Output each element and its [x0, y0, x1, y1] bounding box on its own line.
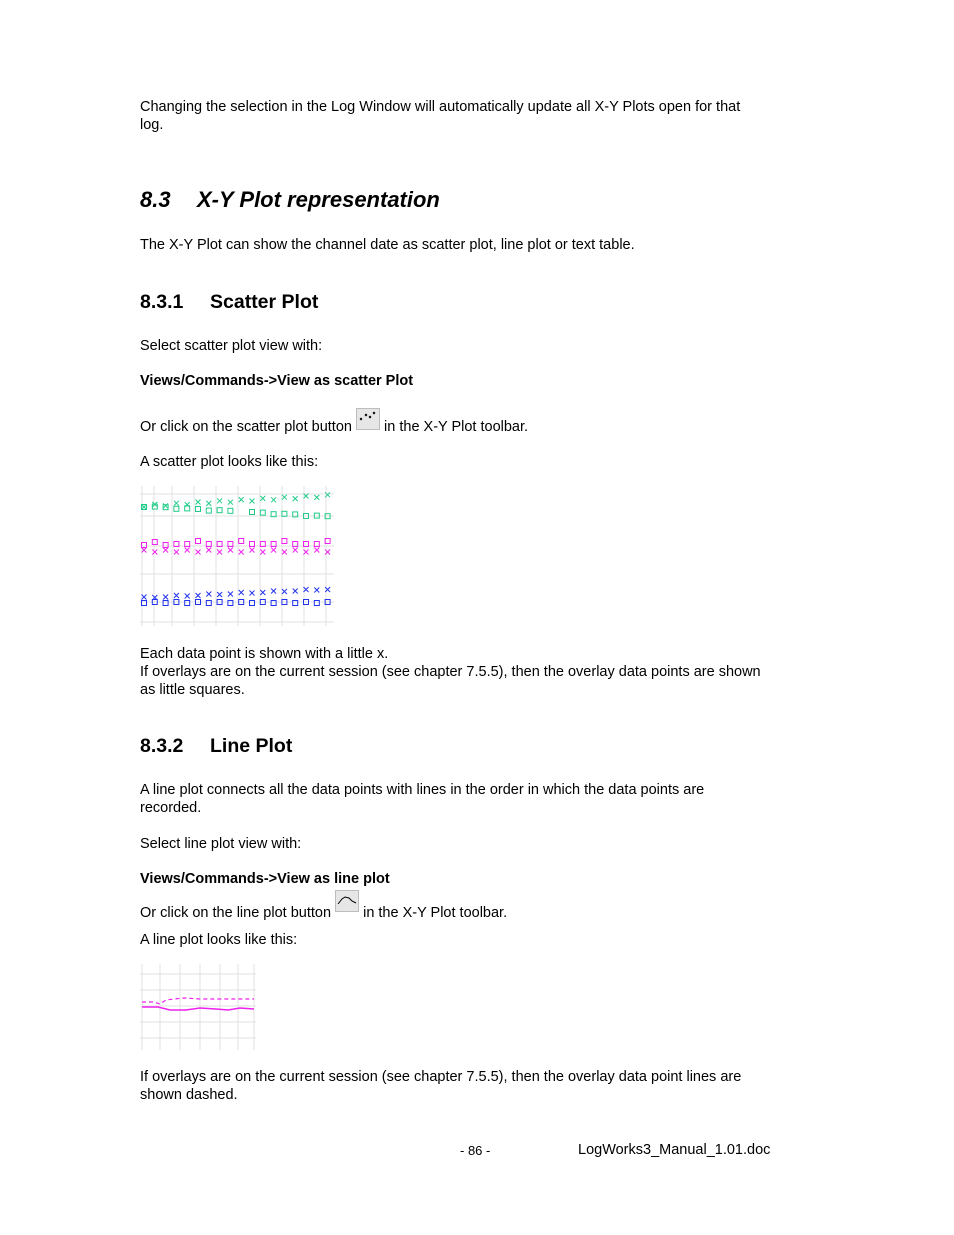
intro-line-1: Changing the selection in the Log Window will automatically update all X-Y Plots open for that — [140, 99, 741, 115]
x-marker — [152, 550, 157, 555]
line-title: Line Plot — [210, 735, 293, 757]
square-marker — [250, 601, 255, 606]
section-title: X-Y Plot representation — [197, 187, 440, 212]
page-number: - 86 - — [460, 1143, 491, 1158]
x-marker — [174, 501, 179, 506]
x-marker — [217, 592, 222, 597]
square-marker — [196, 507, 201, 512]
scatter-title: Scatter Plot — [210, 291, 319, 313]
square-marker — [196, 539, 201, 544]
line-desc-2: recorded. — [140, 800, 202, 816]
x-marker — [185, 594, 190, 599]
x-marker — [163, 595, 168, 600]
line-plot-button[interactable] — [335, 890, 359, 912]
scatter-heading — [140, 291, 318, 314]
scatter-desc-2: If overlays are on the current session (see chapter 7.5.5), then the overlay data points are shown — [140, 664, 761, 680]
scatter-click-before: Or click on the scatter plot button — [140, 419, 352, 435]
overlay-dashed-line — [142, 998, 254, 1004]
square-marker — [185, 601, 190, 606]
scatter-desc-3: as little squares. — [140, 682, 245, 698]
x-marker — [196, 500, 201, 505]
line-plot-icon — [336, 891, 358, 911]
x-marker — [196, 593, 201, 598]
x-marker — [271, 548, 276, 553]
scatter-looks-text: A scatter plot looks like this: — [140, 454, 319, 470]
x-marker — [250, 591, 255, 596]
square-marker — [152, 540, 157, 545]
scatter-command: Views/Commands->View as scatter Plot — [140, 373, 414, 389]
scatter-description — [140, 645, 820, 699]
line-overlay-1: If overlays are on the current session (see chapter 7.5.5), then the overlay data point lines are — [140, 1069, 742, 1085]
line-heading — [140, 735, 292, 758]
section-heading — [140, 187, 440, 213]
document-filename: LogWorks3_Manual_1.01.doc — [578, 1142, 771, 1158]
x-marker — [206, 548, 211, 553]
square-marker — [163, 601, 168, 606]
scatter-desc-1: Each data point is shown with a little x. — [140, 646, 389, 662]
line-click-before: Or click on the line plot button — [140, 905, 332, 921]
section-number: 8.3 — [140, 187, 171, 212]
square-marker — [282, 539, 287, 544]
scatter-plot-example — [140, 486, 334, 626]
x-marker — [228, 548, 233, 553]
x-marker — [314, 588, 319, 593]
square-marker — [260, 510, 265, 515]
square-marker — [239, 539, 244, 544]
line-number: 8.3.2 — [140, 735, 184, 757]
x-marker — [293, 589, 298, 594]
x-marker — [239, 497, 244, 502]
scatter-click-line — [140, 408, 820, 440]
square-marker — [228, 508, 233, 513]
scatter-select-text: Select scatter plot view with: — [140, 338, 323, 354]
x-marker — [206, 501, 211, 506]
square-marker — [293, 601, 298, 606]
scatter-plot-icon — [357, 409, 379, 429]
x-marker — [163, 503, 168, 508]
x-marker — [250, 499, 255, 504]
line-command: Views/Commands->View as line plot — [140, 871, 390, 887]
square-marker — [314, 601, 319, 606]
x-marker — [239, 550, 244, 555]
line-click-line — [140, 890, 820, 926]
x-marker — [260, 496, 265, 501]
data-solid-line — [142, 1007, 254, 1010]
x-marker — [163, 548, 168, 553]
x-marker — [228, 500, 233, 505]
square-marker — [250, 510, 255, 515]
x-marker — [314, 495, 319, 500]
square-marker — [163, 543, 168, 548]
square-marker — [206, 508, 211, 513]
x-marker — [174, 550, 179, 555]
x-marker — [314, 548, 319, 553]
x-marker — [206, 592, 211, 597]
x-marker — [174, 593, 179, 598]
x-marker — [282, 589, 287, 594]
scatter-number: 8.3.1 — [140, 291, 184, 313]
line-description — [140, 781, 820, 817]
square-marker — [174, 506, 179, 511]
x-marker — [293, 496, 298, 501]
square-marker — [228, 601, 233, 606]
line-overlay-note — [140, 1068, 820, 1104]
square-marker — [206, 601, 211, 606]
line-select-text: Select line plot view with: — [140, 836, 302, 852]
section-body: The X-Y Plot can show the channel date as scatter plot, line plot or text table. — [140, 237, 635, 253]
x-marker — [282, 495, 287, 500]
square-marker — [217, 508, 222, 513]
x-marker — [217, 498, 222, 503]
x-marker — [217, 550, 222, 555]
x-marker — [196, 550, 201, 555]
line-click-after: in the X-Y Plot toolbar. — [363, 905, 508, 921]
x-marker — [250, 548, 255, 553]
line-looks-text: A line plot looks like this: — [140, 932, 298, 948]
square-marker — [271, 601, 276, 606]
scatter-click-after: in the X-Y Plot toolbar. — [384, 419, 529, 435]
x-marker — [271, 497, 276, 502]
intro-paragraph — [140, 98, 820, 134]
intro-line-2: log. — [140, 117, 164, 133]
x-marker — [271, 589, 276, 594]
x-marker — [228, 592, 233, 597]
x-marker — [260, 590, 265, 595]
x-marker — [239, 590, 244, 595]
line-plot-example — [140, 964, 256, 1050]
line-overlay-2: shown dashed. — [140, 1087, 238, 1103]
x-marker — [282, 550, 287, 555]
x-marker — [293, 548, 298, 553]
scatter-points — [142, 492, 331, 605]
scatter-plot-button[interactable] — [356, 408, 380, 430]
x-marker — [185, 548, 190, 553]
line-desc-1: A line plot connects all the data points with lines in the order in which the data points are — [140, 782, 705, 798]
x-marker — [260, 550, 265, 555]
